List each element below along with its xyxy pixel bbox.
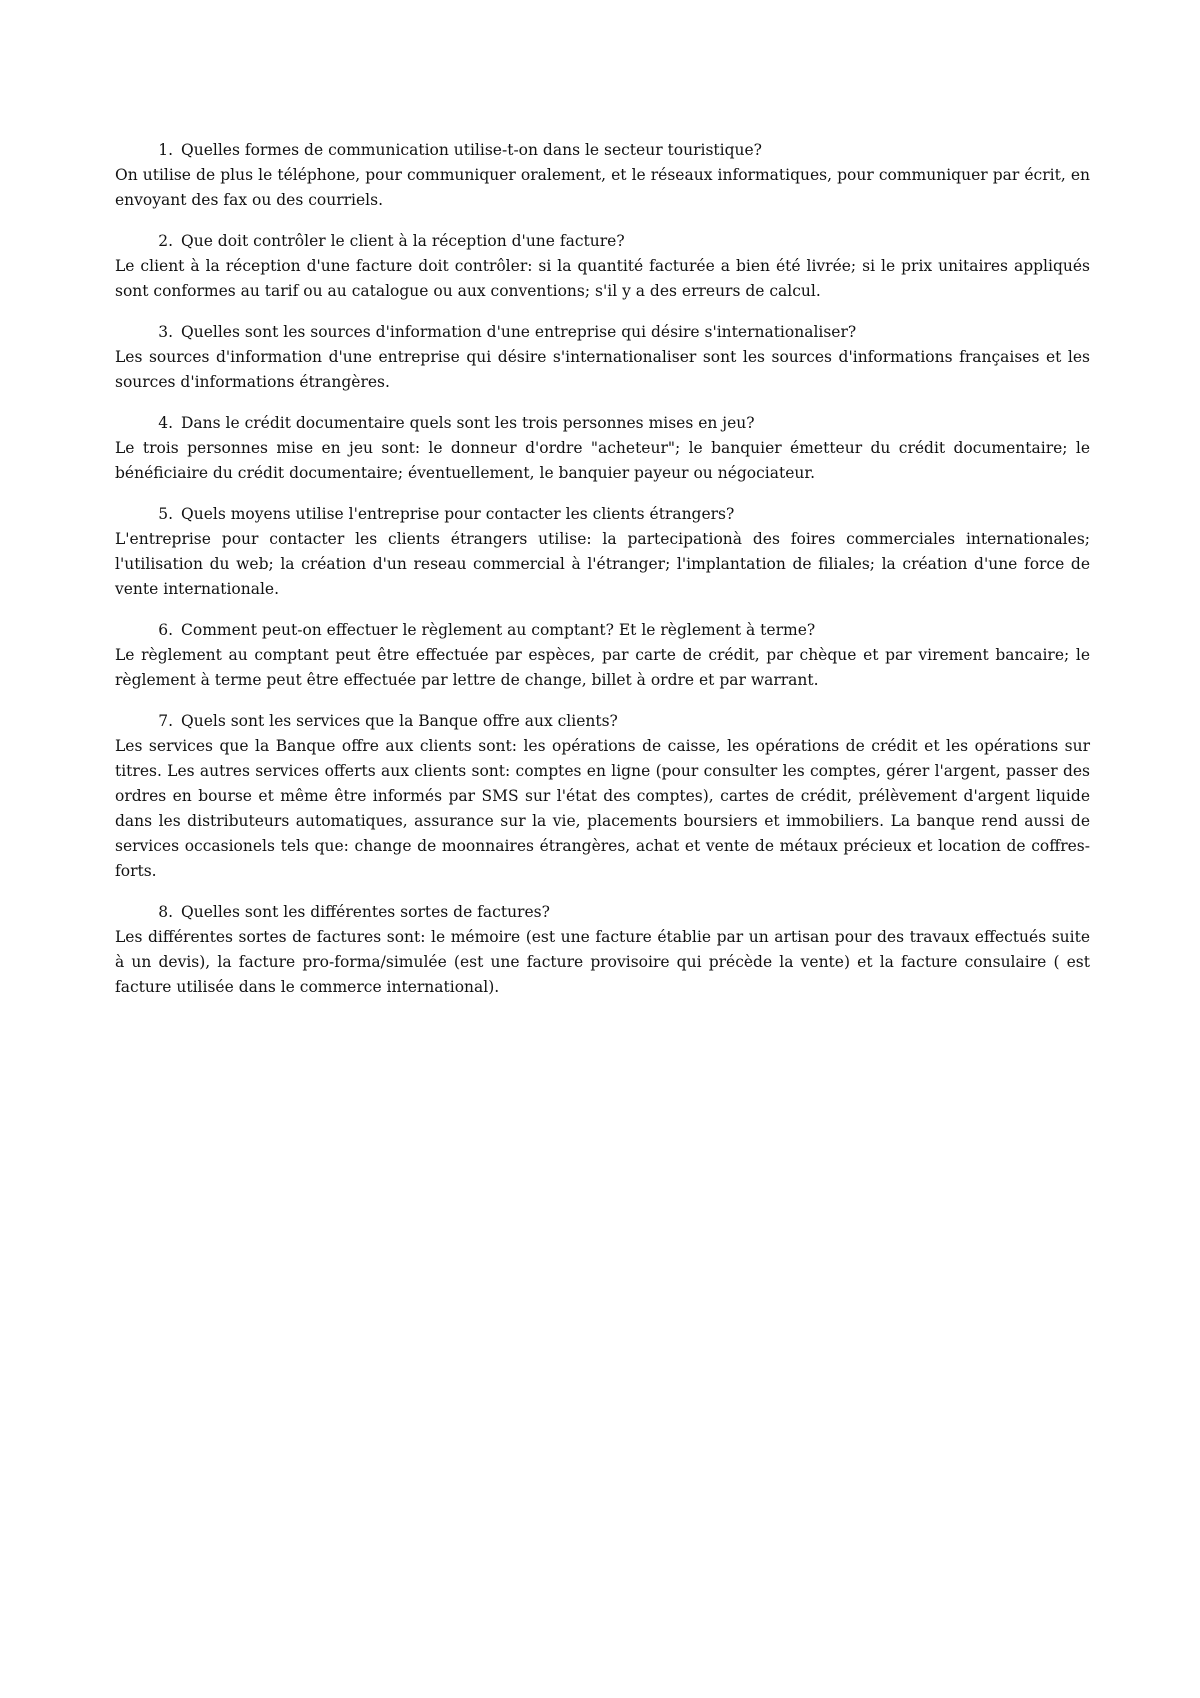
- question-text: Quelles sont les sources d'information d'une entreprise qui désire s'internationaliser?: [181, 323, 857, 341]
- answer-3: Les sources d'information d'une entreprise qui désire s'internationaliser sont les sources d'informations françaises et les sources d'informations étrangères.: [115, 348, 1090, 391]
- document-page: [115, 138, 1090, 1016]
- question-number: 4.: [158, 414, 173, 432]
- question-6: [115, 618, 1090, 643]
- question-7: [115, 709, 1090, 734]
- answer-2: Le client à la réception d'une facture doit contrôler: si la quantité facturée a bien été livrée; si le prix unitaires appliqués sont conformes au tarif ou au catalogue ou aux conventions; s'il y a des erreurs de calcul.: [115, 257, 1090, 300]
- question-number: 1.: [158, 141, 173, 159]
- question-text: Dans le crédit documentaire quels sont les trois personnes mises en jeu?: [181, 414, 755, 432]
- answer-1: On utilise de plus le téléphone, pour communiquer oralement, et le réseaux informatiques, pour communiquer par écrit, en envoyant des fax ou des courriels.: [115, 166, 1090, 209]
- qa-item-7: [115, 709, 1090, 884]
- qa-item-6: [115, 618, 1090, 693]
- question-number: 2.: [158, 232, 173, 250]
- qa-item-5: [115, 502, 1090, 602]
- question-8: [115, 900, 1090, 925]
- question-number: 6.: [158, 621, 173, 639]
- question-number: 3.: [158, 323, 173, 341]
- answer-5: L'entreprise pour contacter les clients étrangers utilise: la partecipationà des foires commerciales internationales; l'utilisation du web; la création d'un reseau commercial à l'étranger; l'implantation de filiales; la création d'une force de vente internationale.: [115, 530, 1090, 598]
- answer-6: Le règlement au comptant peut être effectuée par espèces, par carte de crédit, par chèque et par virement bancaire; le règlement à terme peut être effectuée par lettre de change, billet à ordre et par warrant.: [115, 646, 1090, 689]
- question-number: 7.: [158, 712, 173, 730]
- answer-7: Les services que la Banque offre aux clients sont: les opérations de caisse, les opérations de crédit et les opérations sur titres. Les autres services offerts aux clients sont: comptes en ligne (pour consulter les comptes, gérer l'argent, passer des ordres en bourse et même être informés par SMS sur l'état des comptes), cartes de crédit, prélèvement d'argent liquide dans les distributeurs automatiques, assurance sur la vie, placements boursiers et immobiliers. La banque rend aussi de services occasionels tels que: change de moonnaires étrangères, achat et vente de métaux précieux et location de coffres-forts.: [115, 737, 1090, 880]
- question-text: Que doit contrôler le client à la réception d'une facture?: [181, 232, 625, 250]
- question-4: [115, 411, 1090, 436]
- question-number: 5.: [158, 505, 173, 523]
- answer-8: Les différentes sortes de factures sont: le mémoire (est une facture établie par un artisan pour des travaux effectués suite à un devis), la facture pro-forma/simulée (est une facture provisoire qui précède la vente) et la facture consulaire ( est facture utilisée dans le commerce international).: [115, 928, 1090, 996]
- question-text: Quelles formes de communication utilise-t-on dans le secteur touristique?: [181, 141, 762, 159]
- question-text: Quelles sont les différentes sortes de factures?: [181, 903, 550, 921]
- question-text: Quels moyens utilise l'entreprise pour contacter les clients étrangers?: [181, 505, 735, 523]
- question-3: [115, 320, 1090, 345]
- question-2: [115, 229, 1090, 254]
- question-number: 8.: [158, 903, 173, 921]
- qa-item-2: [115, 229, 1090, 304]
- qa-item-3: [115, 320, 1090, 395]
- qa-item-8: [115, 900, 1090, 1000]
- answer-4: Le trois personnes mise en jeu sont: le donneur d'ordre "acheteur"; le banquier émetteur du crédit documentaire; le bénéficiaire du crédit documentaire; éventuellement, le banquier payeur ou négociateur.: [115, 439, 1090, 482]
- question-text: Quels sont les services que la Banque offre aux clients?: [181, 712, 618, 730]
- qa-item-1: [115, 138, 1090, 213]
- question-5: [115, 502, 1090, 527]
- question-text: Comment peut-on effectuer le règlement au comptant? Et le règlement à terme?: [181, 621, 816, 639]
- question-1: [115, 138, 1090, 163]
- qa-item-4: [115, 411, 1090, 486]
